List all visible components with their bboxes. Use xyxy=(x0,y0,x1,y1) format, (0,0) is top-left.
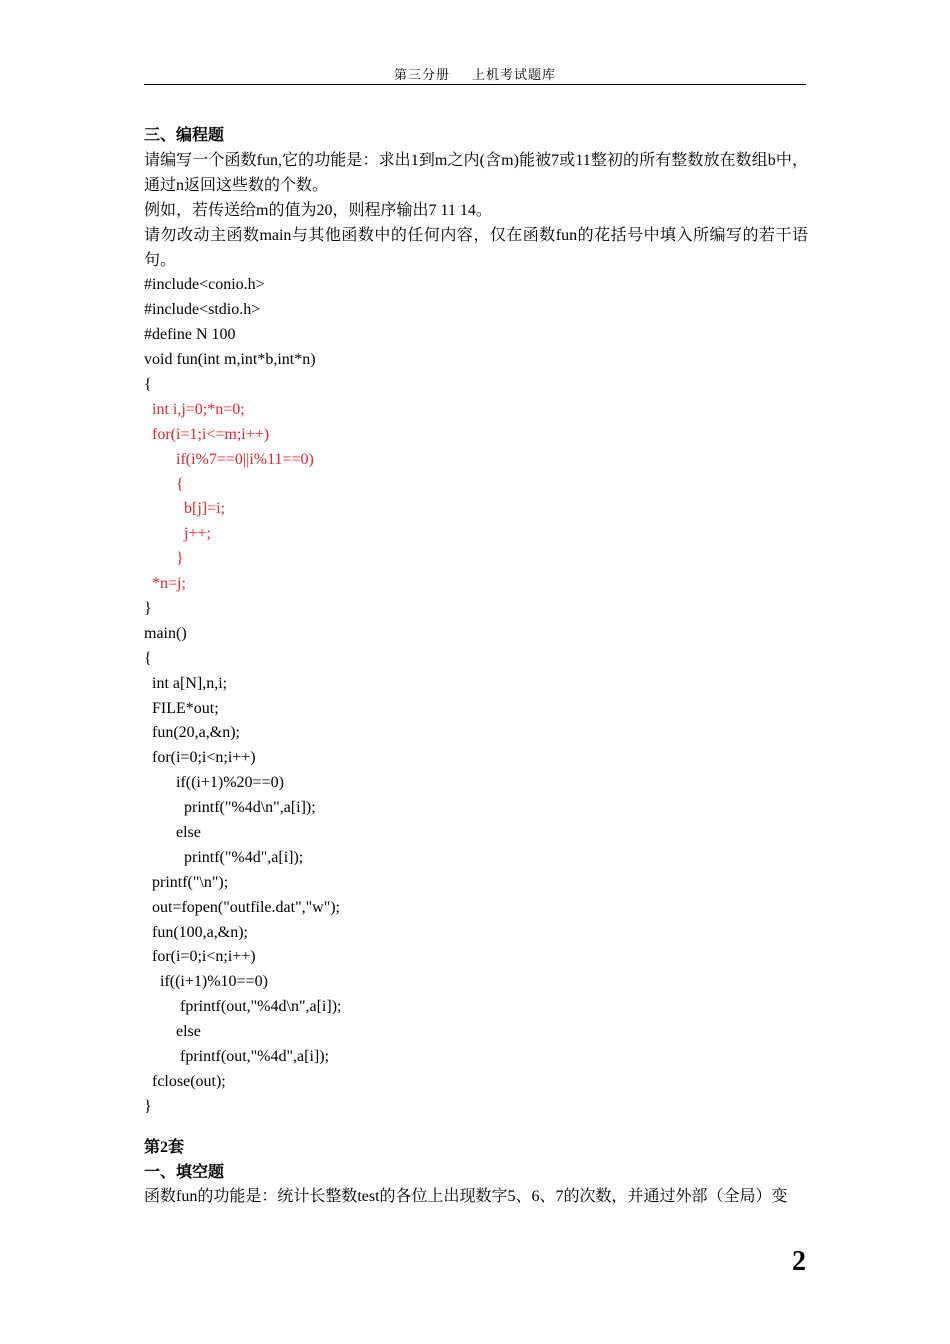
code-line: printf("%4d",a[i]); xyxy=(144,848,304,866)
code-line: out=fopen("outfile.dat","w"); xyxy=(144,898,340,916)
code-line: int a[N],n,i; xyxy=(144,674,228,692)
code-line: printf("%4d\n",a[i]); xyxy=(144,799,316,817)
code-block xyxy=(144,273,808,1119)
page-header xyxy=(144,64,806,85)
code-line: if(i%7==0||i%11==0) xyxy=(144,450,314,468)
code-line: fclose(out); xyxy=(144,1072,226,1090)
code-line: #include<conio.h> xyxy=(144,276,265,294)
code-line: } xyxy=(144,1097,152,1115)
set-title: 第2套 xyxy=(144,1138,185,1156)
problem-description: 请编写一个函数fun,它的功能是：求出1到m之内(含m)能被7或11整初的所有整数放在数组b中，通过n返回这些数的个数。 xyxy=(144,151,808,194)
problem-note: 请勿改动主函数main与其他函数中的任何内容，仅在函数fun的花括号中填入所编写的若干语句。 xyxy=(144,226,808,269)
code-line: main() xyxy=(144,624,187,642)
header-left: 第三分册 xyxy=(393,67,450,82)
code-line: printf("\n"); xyxy=(144,873,229,891)
code-line: fun(100,a,&n); xyxy=(144,923,248,941)
fill-blank-heading: 一、填空题 xyxy=(144,1163,225,1181)
code-line: { xyxy=(144,649,152,667)
code-line: else xyxy=(144,1023,201,1041)
code-line: fprintf(out,"%4d\n",a[i]); xyxy=(144,998,342,1016)
page-content xyxy=(144,124,808,1210)
header-right: 上机考试题库 xyxy=(472,67,557,82)
page-number: 2 xyxy=(792,1246,806,1277)
code-line: if((i+1)%10==0) xyxy=(144,973,268,991)
code-line: } xyxy=(144,550,184,568)
code-line: { xyxy=(144,375,152,393)
code-line: { xyxy=(144,475,184,493)
code-line: int i,j=0;*n=0; xyxy=(144,400,245,418)
code-line: if((i+1)%20==0) xyxy=(144,774,284,792)
code-line: j++; xyxy=(144,525,211,543)
code-line: *n=j; xyxy=(144,575,186,593)
code-line: #define N 100 xyxy=(144,326,236,344)
fill-blank-description: 函数fun的功能是：统计长整数test的各位上出现数字5、6、7的次数，并通过外部（全局）变 xyxy=(144,1188,788,1206)
code-line: fun(20,a,&n); xyxy=(144,724,240,742)
code-line: for(i=0;i<n;i++) xyxy=(144,749,256,767)
problem-example: 例如，若传送给m的值为20，则程序输出7 11 14。 xyxy=(144,201,492,219)
code-line: void fun(int m,int*b,int*n) xyxy=(144,351,316,369)
code-line: #include<stdio.h> xyxy=(144,301,261,319)
code-line: for(i=0;i<n;i++) xyxy=(144,948,256,966)
code-line: fprintf(out,"%4d",a[i]); xyxy=(144,1048,330,1066)
code-line: else xyxy=(144,824,201,842)
code-line: for(i=1;i<=m;i++) xyxy=(144,425,270,443)
code-line: FILE*out; xyxy=(144,699,219,717)
code-line: } xyxy=(144,600,152,617)
section-heading: 三、编程题 xyxy=(144,127,225,144)
code-line: b[j]=i; xyxy=(144,500,226,518)
